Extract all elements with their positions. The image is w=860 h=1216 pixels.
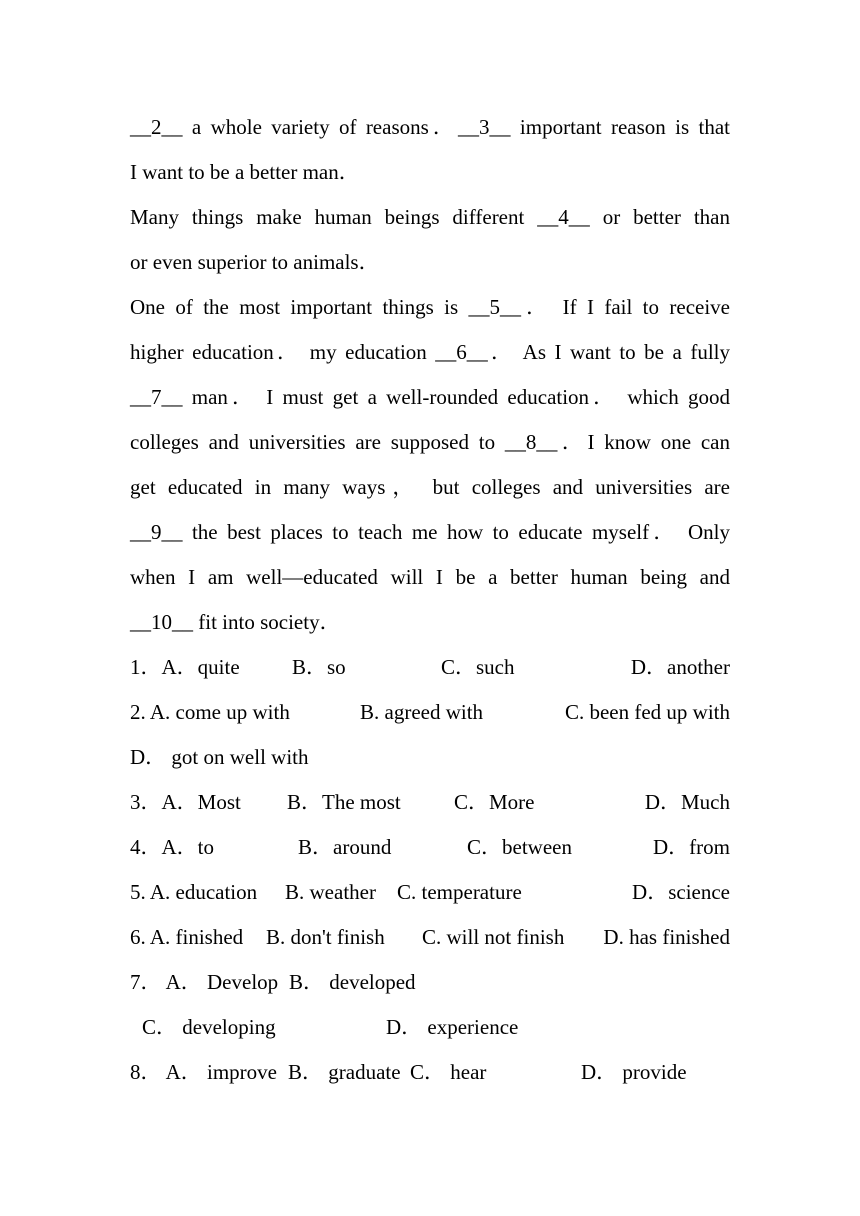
passage-line-7: __7__ man． I must get a well-rounded education． which good <box>130 385 730 409</box>
q5-option-c: C. temperature <box>397 880 522 904</box>
question-3 <box>0 780 860 825</box>
q7-option-a: 7． A． Develop <box>130 970 279 994</box>
passage-line-9: get educated in many ways， but colleges and universities are <box>130 475 730 499</box>
q5-option-b: B. weather <box>285 880 376 904</box>
q3-option-b: B．The most <box>287 790 401 814</box>
passage-line-1: __2__ a whole variety of reasons．__3__ important reason is that <box>130 115 730 139</box>
passage-line-6: higher education． my education __6__． As I want to be a fully <box>130 340 730 364</box>
q7-option-d: D． experience <box>386 1015 519 1039</box>
q2-option-c: C. been fed up with <box>564 700 730 724</box>
q1-option-b: B．so <box>292 655 346 679</box>
question-2-continued <box>0 735 860 780</box>
passage-line-12: __10__ fit into society． <box>130 610 341 634</box>
question-7 <box>0 960 860 1005</box>
q3-option-c: C．More <box>454 790 535 814</box>
q8-option-c: C． hear <box>410 1060 487 1084</box>
q2-option-b: B. agreed with <box>360 700 484 724</box>
question-6 <box>0 915 860 960</box>
q8-option-b: B． graduate <box>288 1060 401 1084</box>
passage-line-11: when I am well—educated will I be a better human being and <box>130 565 730 589</box>
q8-option-d: D． provide <box>581 1060 687 1084</box>
question-2 <box>0 690 860 735</box>
q2-option-a: 2. A. come up with <box>130 700 290 724</box>
q5-option-d: D．science <box>632 880 730 904</box>
q4-option-b: B．around <box>298 835 392 859</box>
q7-option-b: B． developed <box>289 970 416 994</box>
question-5 <box>0 870 860 915</box>
q3-option-d: D．Much <box>644 790 730 814</box>
question-7-continued <box>0 1005 860 1050</box>
passage-line-3: Many things make human beings different __4__ or better than <box>130 205 730 229</box>
passage-line-2: I want to be a better man． <box>130 160 360 184</box>
q1-option-a: 1．A．quite <box>130 655 240 679</box>
q1-option-c: C．such <box>441 655 515 679</box>
question-4 <box>0 825 860 870</box>
q4-option-a: 4．A．to <box>130 835 214 859</box>
q1-option-d: D．another <box>630 655 730 679</box>
passage-line-5: One of the most important things is __5__． If I fail to receive <box>130 295 730 319</box>
q6-option-c: C. will not finish <box>422 925 565 949</box>
passage-line-4: or even superior to animals． <box>130 250 380 274</box>
passage-line-8: colleges and universities are supposed to __8__．I know one can <box>130 430 730 454</box>
q3-option-a: 3．A．Most <box>130 790 241 814</box>
q5-option-a: 5. A. education <box>130 880 258 904</box>
q8-option-a: 8． A． improve <box>130 1060 277 1084</box>
question-1 <box>0 645 860 690</box>
q7-option-c: C． developing <box>142 1015 276 1039</box>
q6-option-a: 6. A. finished <box>130 925 244 949</box>
question-8 <box>0 1050 860 1095</box>
q2-option-d: D． got on well with <box>130 745 309 769</box>
q4-option-c: C．between <box>467 835 572 859</box>
q4-option-d: D．from <box>653 835 730 859</box>
q6-option-d: D. has finished <box>603 925 730 949</box>
passage-line-10: __9__ the best places to teach me how to educate myself． Only <box>130 520 730 544</box>
q6-option-b: B. don't finish <box>266 925 385 949</box>
